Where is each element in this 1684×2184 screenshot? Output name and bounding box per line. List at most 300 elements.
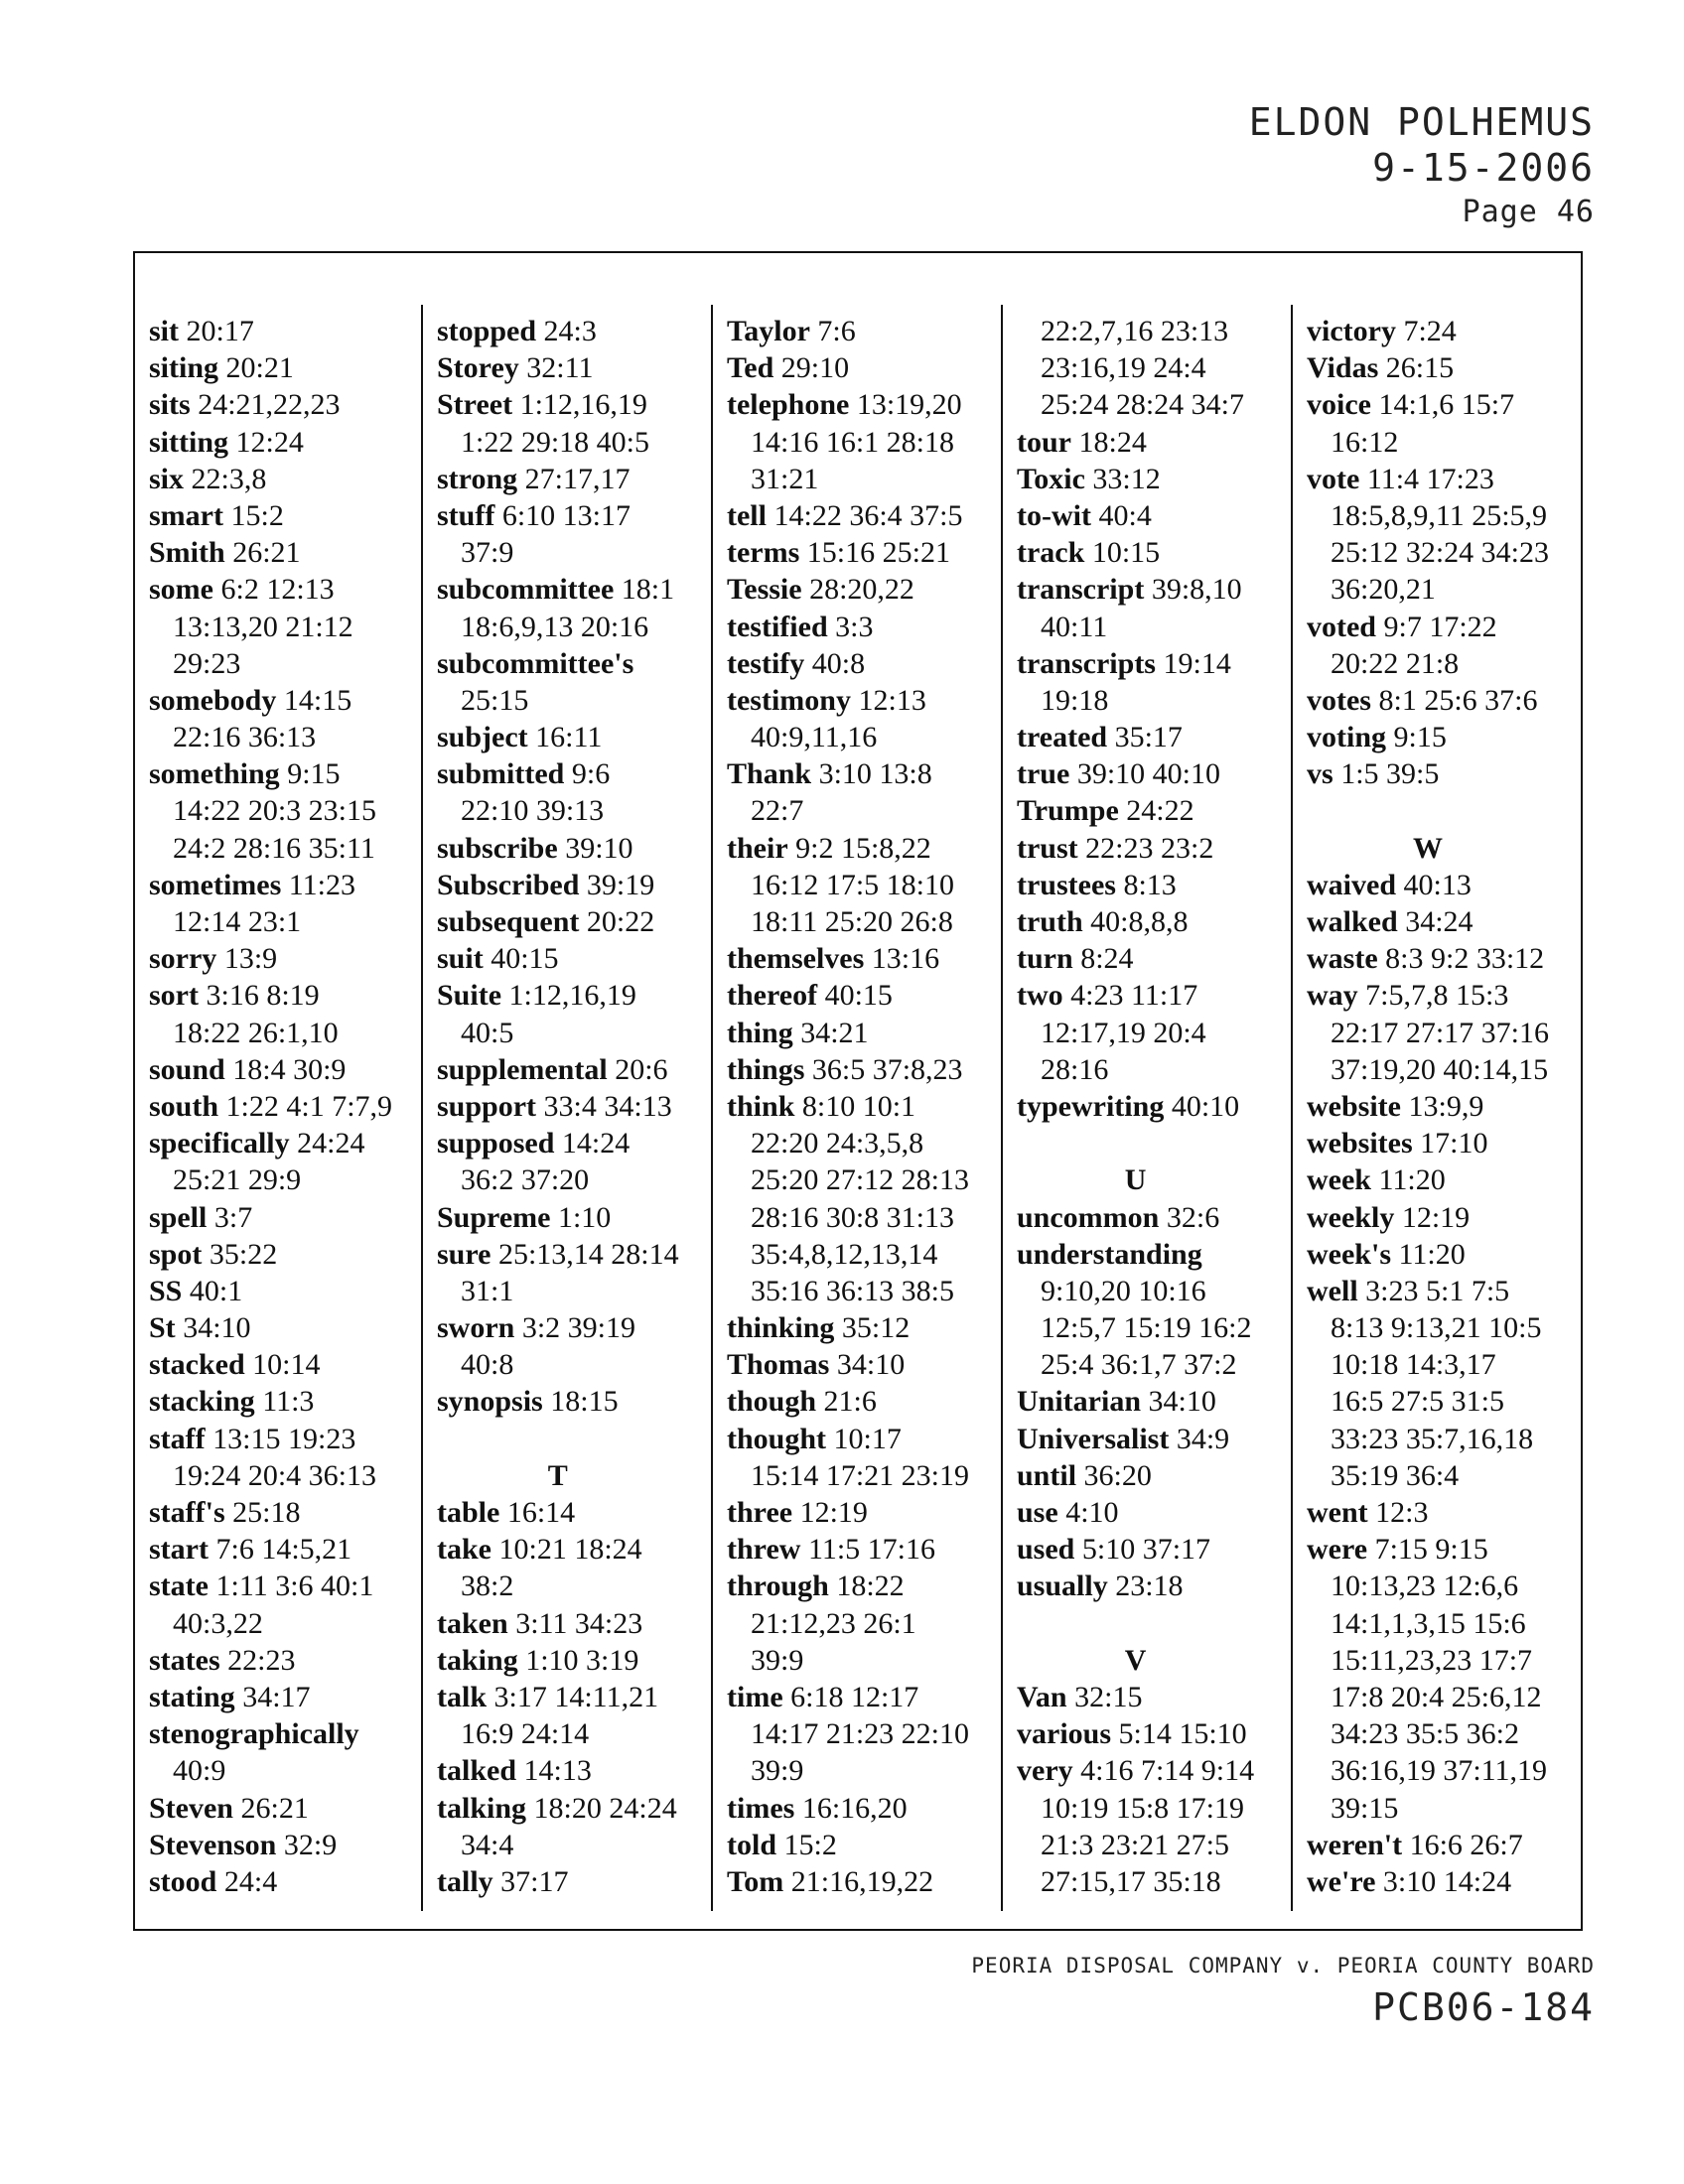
index-entry	[149, 940, 392, 977]
index-term: Street	[437, 388, 513, 422]
index-term: sound	[149, 1052, 225, 1086]
index-entry	[437, 1863, 679, 1900]
index-entry	[727, 755, 969, 792]
index-entry	[1017, 1421, 1254, 1457]
page-line-refs: 36:5 37:8,23	[811, 1052, 963, 1086]
page-line-refs: 19:14	[1163, 646, 1231, 680]
index-term: transcripts	[1017, 646, 1156, 680]
index-entry-continuation: 17:8 20:4 25:6,12	[1331, 1680, 1542, 1713]
page-line-refs: 16:6 26:7	[1409, 1828, 1523, 1861]
index-term: stacking	[149, 1385, 255, 1419]
page-line-refs: 22:23	[227, 1643, 296, 1677]
index-term: talk	[437, 1680, 488, 1713]
index-entry	[1307, 719, 1549, 755]
index-term: typewriting	[1017, 1089, 1165, 1123]
index-term: went	[1307, 1496, 1368, 1529]
index-entry	[1017, 461, 1254, 497]
page-line-refs: 34:10	[1148, 1385, 1216, 1419]
index-entry-continuation: 28:16	[1041, 1052, 1109, 1086]
blank-line	[1017, 1125, 1254, 1161]
index-term: Steven	[149, 1791, 233, 1825]
page-line-refs: 14:15	[283, 683, 352, 717]
index-term: through	[727, 1570, 829, 1603]
index-entry-continuation: 22:17 27:17 37:16	[1331, 1016, 1550, 1049]
index-term: synopsis	[437, 1385, 543, 1419]
index-entry	[149, 1346, 392, 1383]
index-entry	[727, 1088, 969, 1125]
index-entry	[1307, 867, 1549, 903]
index-entry	[149, 1568, 392, 1604]
index-term: terms	[727, 536, 800, 570]
index-term: usually	[1017, 1570, 1108, 1603]
index-entry	[727, 1494, 969, 1531]
index-entry	[727, 497, 969, 534]
index-entry	[149, 977, 392, 1014]
index-term: voted	[1307, 610, 1376, 643]
index-entry-continuation: 40:9,11,16	[751, 721, 878, 754]
page-line-refs: 6:10 13:17	[501, 498, 632, 532]
index-entry	[727, 1383, 969, 1420]
page-line-refs: 40:15	[824, 979, 893, 1013]
index-entry-continuation: 25:21 29:9	[173, 1163, 302, 1197]
page-line-refs: 33:12	[1092, 462, 1161, 495]
index-entry	[437, 349, 679, 386]
index-term: vote	[1307, 462, 1360, 495]
index-entry	[437, 1605, 679, 1642]
index-entry-continuation: 40:5	[461, 1016, 514, 1049]
index-entry-continuation: 34:4	[461, 1828, 514, 1861]
page-line-refs: 20:17	[186, 315, 254, 347]
index-term: St	[149, 1311, 176, 1345]
page-line-refs: 16:16,20	[801, 1791, 908, 1825]
index-term: subcommittee	[437, 573, 615, 607]
page-line-refs: 39:8,10	[1151, 573, 1242, 607]
page-line-refs: 26:21	[240, 1791, 309, 1825]
page-line-refs: 4:16 7:14 9:14	[1080, 1754, 1255, 1788]
column-divider	[1291, 305, 1293, 1911]
index-entry	[149, 534, 392, 571]
index-entry	[437, 719, 679, 755]
index-term: waste	[1307, 942, 1378, 976]
index-entry	[149, 424, 392, 461]
index-entry	[149, 682, 392, 719]
index-entry	[149, 755, 392, 792]
index-entry-continuation: 31:21	[751, 462, 819, 495]
index-entry-continuation: 27:15,17 35:18	[1041, 1864, 1221, 1898]
index-entry-continuation: 16:12	[1331, 425, 1399, 459]
index-entry	[1017, 571, 1254, 608]
page-line-refs: 1:12,16,19	[519, 388, 647, 422]
page-line-refs: 9:15	[287, 757, 341, 791]
index-entry	[1017, 830, 1254, 867]
index-entry-continuation: 22:20 24:3,5,8	[751, 1127, 924, 1160]
index-entry-continuation: 20:22 21:8	[1331, 646, 1460, 680]
index-entry	[1307, 1531, 1549, 1568]
index-entry	[149, 461, 392, 497]
column-divider	[711, 305, 713, 1911]
blank-line	[1307, 792, 1549, 829]
index-term: SS	[149, 1274, 183, 1307]
index-term: well	[1307, 1274, 1358, 1307]
index-entry	[437, 830, 679, 867]
index-term: taking	[437, 1643, 518, 1677]
index-term: understanding	[1017, 1237, 1202, 1271]
index-entry	[437, 755, 679, 792]
index-term: subject	[437, 721, 528, 754]
index-entry	[1307, 1863, 1549, 1900]
index-term: sure	[437, 1237, 491, 1271]
index-term: Universalist	[1017, 1422, 1170, 1455]
page-line-refs: 34:10	[836, 1348, 906, 1382]
index-term: staff	[149, 1422, 206, 1455]
index-entry	[727, 977, 969, 1014]
index-column-2	[437, 313, 679, 1900]
index-entry	[437, 867, 679, 903]
index-term: stenographically	[149, 1717, 359, 1751]
page-line-refs: 3:23 5:1 7:5	[1365, 1274, 1510, 1307]
index-entry	[437, 1383, 679, 1420]
index-entry	[437, 571, 679, 608]
page-line-refs: 10:15	[1091, 536, 1161, 570]
index-entry-continuation: 34:23 35:5 36:2	[1331, 1717, 1520, 1751]
index-entry	[437, 1051, 679, 1088]
page-line-refs: 12:19	[799, 1496, 868, 1529]
index-entry	[437, 903, 679, 940]
index-entry	[437, 977, 679, 1014]
page-line-refs: 11:20	[1398, 1237, 1466, 1271]
deposition-date: 9-15-2006	[1372, 146, 1595, 190]
index-entry	[1307, 755, 1549, 792]
index-entry	[1307, 682, 1549, 719]
page-line-refs: 13:9	[223, 942, 278, 976]
index-entry	[1017, 1236, 1254, 1273]
page-line-refs: 13:19,20	[856, 388, 962, 422]
index-term: website	[1307, 1089, 1401, 1123]
index-entry-continuation: 1:22 29:18 40:5	[461, 425, 650, 459]
page-line-refs: 1:10 3:19	[525, 1643, 639, 1677]
index-entry	[149, 1309, 392, 1346]
index-term: stuff	[437, 498, 495, 532]
index-entry	[1307, 1273, 1549, 1309]
index-entry	[1017, 1457, 1254, 1494]
index-entry	[149, 1125, 392, 1161]
index-term: websites	[1307, 1127, 1413, 1160]
page-line-refs: 18:15	[550, 1385, 619, 1419]
index-entry	[1017, 1531, 1254, 1568]
index-term: Vidas	[1307, 351, 1379, 385]
page-line-refs: 12:19	[1401, 1200, 1471, 1234]
index-column-3	[727, 313, 969, 1900]
page-line-refs: 8:24	[1080, 942, 1134, 976]
index-entry-continuation: 40:8	[461, 1348, 514, 1382]
page-line-refs: 24:4	[223, 1864, 278, 1898]
page-line-refs: 15:2	[783, 1828, 837, 1861]
index-entry	[1307, 609, 1549, 645]
page-line-refs: 15:2	[230, 498, 284, 532]
page-line-refs: 37:17	[500, 1864, 569, 1898]
index-term: voting	[1307, 721, 1387, 754]
index-entry	[437, 645, 679, 682]
index-entry	[1307, 903, 1549, 940]
index-term: taken	[437, 1606, 508, 1640]
index-term: track	[1017, 536, 1085, 570]
page-line-refs: 34:9	[1176, 1422, 1230, 1455]
index-entry	[727, 1421, 969, 1457]
index-entry	[1017, 940, 1254, 977]
index-term: Storey	[437, 351, 519, 385]
page-line-refs: 28:20,22	[809, 573, 914, 607]
index-term: sort	[149, 979, 199, 1013]
page-line-refs: 34:21	[800, 1016, 869, 1049]
index-entry	[727, 645, 969, 682]
page-line-refs: 14:13	[523, 1754, 592, 1788]
index-term: turn	[1017, 942, 1073, 976]
index-entry	[437, 1236, 679, 1273]
index-term: testified	[727, 610, 828, 643]
page-line-refs: 5:14 15:10	[1118, 1717, 1247, 1751]
index-entry	[1017, 1679, 1254, 1715]
index-term: suit	[437, 942, 484, 976]
index-term: take	[437, 1533, 491, 1567]
page-line-refs: 33:4 34:13	[543, 1089, 672, 1123]
page-line-refs: 9:2 15:8,22	[795, 831, 931, 865]
index-term: were	[1307, 1533, 1368, 1567]
index-term: something	[149, 757, 280, 791]
column-divider	[1001, 305, 1003, 1911]
index-term: week	[1307, 1163, 1371, 1197]
page-line-refs: 40:4	[1098, 498, 1152, 532]
index-entry-continuation: 40:9	[173, 1754, 226, 1788]
index-entry	[1307, 1494, 1549, 1531]
index-entry	[149, 571, 392, 608]
page-line-refs: 8:13	[1123, 868, 1177, 901]
index-term: sit	[149, 315, 179, 347]
index-entry	[1307, 1088, 1549, 1125]
index-term: things	[727, 1052, 805, 1086]
page-line-refs: 7:24	[1403, 315, 1457, 347]
index-term: their	[727, 831, 788, 865]
page-line-refs: 21:6	[823, 1385, 877, 1419]
index-term: way	[1307, 979, 1358, 1013]
index-entry-continuation: 35:4,8,12,13,14	[751, 1237, 938, 1271]
column-divider	[421, 305, 423, 1911]
index-entry	[437, 1531, 679, 1568]
index-entry-continuation: 9:10,20 10:16	[1041, 1274, 1206, 1307]
index-entry-continuation: 39:9	[751, 1754, 804, 1788]
index-entry	[149, 1273, 392, 1309]
index-entry	[1017, 1752, 1254, 1789]
index-entry	[727, 349, 969, 386]
index-term: thereof	[727, 979, 818, 1013]
page-line-refs: 3:17 14:11,21	[493, 1680, 659, 1713]
index-term: some	[149, 573, 213, 607]
page-line-refs: 16:14	[506, 1496, 576, 1529]
index-entry-continuation: 14:1,1,3,15 15:6	[1331, 1606, 1526, 1640]
index-term: Trumpe	[1017, 794, 1119, 828]
index-entry-continuation: 22:2,7,16 23:13	[1041, 315, 1229, 347]
index-entry-continuation: 14:16 16:1 28:18	[751, 425, 955, 459]
index-entry	[1017, 792, 1254, 829]
index-entry-continuation: 39:9	[751, 1643, 804, 1677]
index-entry	[149, 1088, 392, 1125]
index-column-1	[149, 313, 392, 1900]
index-entry	[1017, 1199, 1254, 1236]
index-term: testimony	[727, 683, 851, 717]
index-term: various	[1017, 1717, 1112, 1751]
index-entry	[149, 313, 392, 349]
index-entry	[1017, 497, 1254, 534]
index-term: walked	[1307, 905, 1398, 938]
index-entry	[1017, 1494, 1254, 1531]
index-term: sitting	[149, 425, 229, 459]
index-entry	[727, 1679, 969, 1715]
page-line-refs: 18:22	[836, 1570, 905, 1603]
index-term: Smith	[149, 536, 225, 570]
index-entry	[437, 313, 679, 349]
index-entry	[1307, 1827, 1549, 1863]
index-term: thing	[727, 1016, 793, 1049]
index-column-5	[1307, 313, 1549, 1900]
index-entry	[437, 1494, 679, 1531]
index-term: spot	[149, 1237, 203, 1271]
index-term: Van	[1017, 1680, 1067, 1713]
index-frame	[133, 251, 1583, 1931]
index-entry	[149, 1863, 392, 1900]
page-line-refs: 10:17	[833, 1422, 902, 1455]
index-term: thought	[727, 1422, 827, 1455]
page-line-refs: 8:3 9:2 33:12	[1385, 942, 1545, 976]
index-term: thinking	[727, 1311, 835, 1345]
index-entry	[149, 349, 392, 386]
page-line-refs: 35:22	[209, 1237, 278, 1271]
page-line-refs: 40:10	[1171, 1089, 1240, 1123]
blank-line	[437, 1421, 679, 1457]
index-term: transcript	[1017, 573, 1145, 607]
page-line-refs: 1:5 39:5	[1340, 757, 1440, 791]
index-term: state	[149, 1570, 209, 1603]
page-line-refs: 25:18	[232, 1496, 301, 1529]
page-line-refs: 24:21,22,23	[198, 388, 341, 422]
page-line-refs: 7:6	[817, 315, 856, 347]
index-entry	[149, 386, 392, 423]
page-line-refs: 8:10 10:1	[801, 1089, 916, 1123]
index-entry-continuation: 16:12 17:5 18:10	[751, 868, 955, 901]
page-line-refs: 15:16 25:21	[806, 536, 950, 570]
page-line-refs: 5:10 37:17	[1081, 1533, 1211, 1567]
index-entry	[437, 1752, 679, 1789]
page-line-refs: 34:10	[183, 1311, 251, 1345]
index-entry	[727, 571, 969, 608]
page-line-refs: 26:21	[232, 536, 301, 570]
index-entry	[149, 1421, 392, 1457]
index-entry-continuation: 23:16,19 24:4	[1041, 351, 1206, 385]
page-line-refs: 6:2 12:13	[220, 573, 335, 607]
index-entry-continuation: 39:15	[1331, 1791, 1399, 1825]
index-entry	[149, 497, 392, 534]
index-column-4	[1017, 313, 1254, 1900]
index-entry-continuation: 24:2 28:16 35:11	[173, 831, 375, 865]
index-term: Thomas	[727, 1348, 830, 1382]
index-entry	[727, 1568, 969, 1604]
page-line-refs: 6:18 12:17	[790, 1680, 919, 1713]
index-entry	[1307, 1161, 1549, 1198]
index-term: states	[149, 1643, 220, 1677]
index-entry	[727, 1309, 969, 1346]
index-term: use	[1017, 1496, 1058, 1529]
page-line-refs: 17:10	[1420, 1127, 1488, 1160]
index-term: two	[1017, 979, 1063, 1013]
page-line-refs: 3:3	[835, 610, 874, 643]
page-line-refs: 13:16	[871, 942, 940, 976]
index-term: somebody	[149, 683, 277, 717]
letter-heading: U	[1124, 1163, 1147, 1197]
index-term: week's	[1307, 1237, 1391, 1271]
page-line-refs: 16:11	[535, 721, 603, 754]
index-entry	[1017, 1383, 1254, 1420]
blank-line	[1017, 1605, 1254, 1642]
index-entry	[727, 1051, 969, 1088]
index-entry-continuation: 25:24 28:24 34:7	[1041, 388, 1245, 422]
page-line-refs: 40:1	[189, 1274, 243, 1307]
case-number: PCB06-184	[1372, 1985, 1595, 2029]
index-term: threw	[727, 1533, 801, 1567]
page-line-refs: 9:7 17:22	[1383, 610, 1497, 643]
index-term: sworn	[437, 1311, 515, 1345]
index-entry-continuation: 22:10 39:13	[461, 794, 605, 828]
index-term: subcommittee's	[437, 646, 634, 680]
page-line-refs: 18:24	[1078, 425, 1147, 459]
page-line-refs: 4:10	[1065, 1496, 1119, 1529]
index-entry	[727, 609, 969, 645]
index-entry	[1017, 424, 1254, 461]
index-term: six	[149, 462, 185, 495]
page-line-refs: 7:5,7,8 15:3	[1365, 979, 1509, 1013]
index-term: trust	[1017, 831, 1078, 865]
index-entry-continuation: 8:13 9:13,21 10:5	[1331, 1311, 1542, 1345]
page-line-refs: 18:20 24:24	[533, 1791, 677, 1825]
index-term: weekly	[1307, 1200, 1395, 1234]
index-term: Subscribed	[437, 868, 580, 901]
index-term: Thank	[727, 757, 812, 791]
page-line-refs: 25:13,14 28:14	[497, 1237, 679, 1271]
page-line-refs: 1:11 3:6 40:1	[215, 1570, 374, 1603]
page-line-refs: 3:10 14:24	[1382, 1864, 1512, 1898]
index-entry-continuation: 36:2 37:20	[461, 1163, 590, 1197]
index-entry	[437, 386, 679, 423]
index-entry	[1017, 719, 1254, 755]
index-entry	[149, 1383, 392, 1420]
index-entry	[1307, 461, 1549, 497]
index-entry	[1017, 1715, 1254, 1752]
page-line-refs: 23:18	[1115, 1570, 1184, 1603]
page-line-refs: 12:3	[1375, 1496, 1429, 1529]
index-term: until	[1017, 1458, 1077, 1492]
index-entry-continuation: 16:9 24:14	[461, 1717, 590, 1751]
page-line-refs: 10:14	[252, 1348, 321, 1382]
index-entry-continuation: 19:24 20:4 36:13	[173, 1458, 377, 1492]
index-entry	[149, 867, 392, 903]
index-term: sorry	[149, 942, 217, 976]
index-term: Toxic	[1017, 462, 1085, 495]
page-line-refs: 39:10 40:10	[1076, 757, 1220, 791]
index-entry-continuation: 25:20 27:12 28:13	[751, 1163, 970, 1197]
index-term: three	[727, 1496, 793, 1529]
index-term: strong	[437, 462, 518, 495]
index-entry-continuation: 14:22 20:3 23:15	[173, 794, 377, 828]
index-term: sits	[149, 388, 191, 422]
index-entry-continuation: 33:23 35:7,16,18	[1331, 1422, 1534, 1455]
index-entry-continuation: 25:12 32:24 34:23	[1331, 536, 1550, 570]
